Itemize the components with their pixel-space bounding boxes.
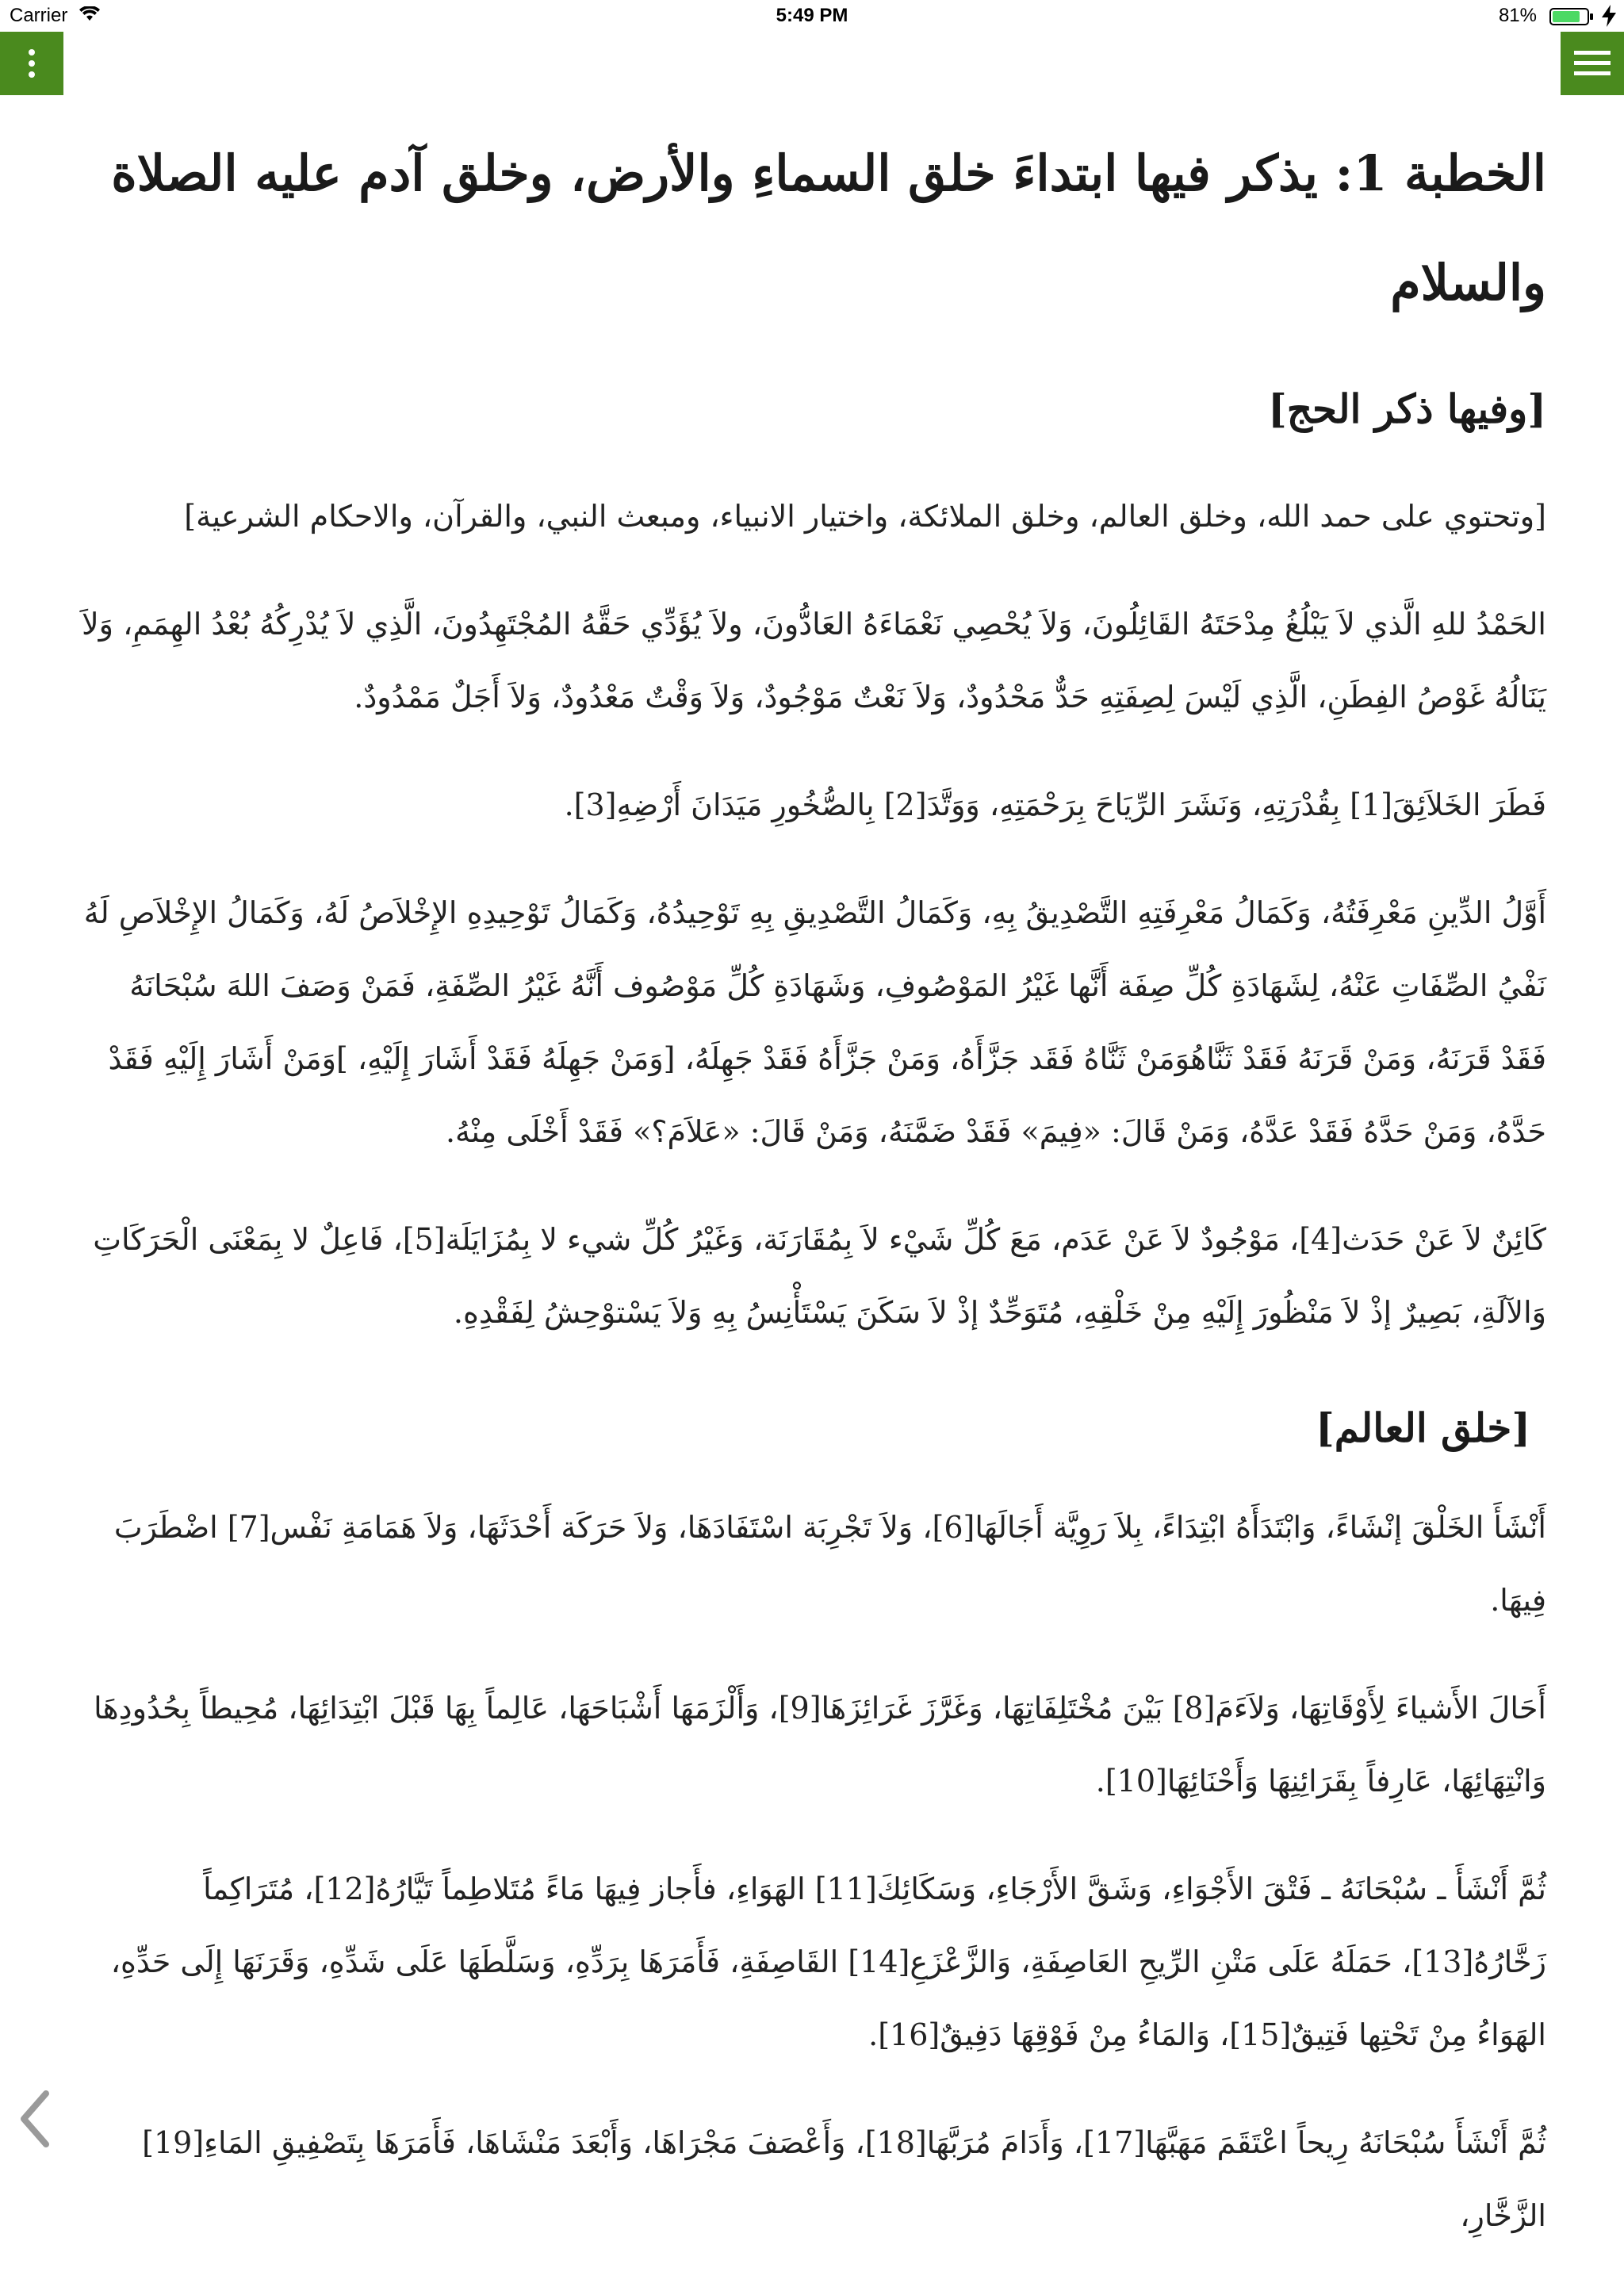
paragraph: أَنْشَأَ الخَلْقَ إنْشَاءً، وَابْتَدَأَهُ ابْتِدَاءً، بِلاَ رَوِيَّة أَجَالَهَا[6]، وَلاَ تَجْرِبَة اسْتَفَادَهَا، وَلاَ حَرَكَة أَحْدَثَهَا، وَلاَ هَمَامَةِ نَفْس[7] اضْطَرَبَ فِيهَا. bbox=[113, 1510, 1546, 1618]
status-bar bbox=[0, 0, 1624, 32]
paragraph: ثُمَّ أَنْشَأَ سُبْحَانَهُ رِيحاً اعْتَقَمَ مَهَبَّهَا[17]، وَأَدَامَ مُرَبَّهَا[18]، وَأَعْصَفَ مَجْرَاهَا، وَأَبْعَدَ مَنْشَاهَا، فَأَمَرَهَا بِتَصْفِيقِ المَاءِ[19] الزَّخَّارِ، bbox=[142, 2125, 1546, 2233]
paragraph: فَطَرَ الخَلاَئِقَ[1] بِقُدْرَتِهِ، وَنَشَرَ الرِّيَاحَ بِرَحْمَتِهِ، وَوَتَّدَ[2] بِالصُّخُورِ مَيَدَانَ أَرْضِهِ[3]. bbox=[564, 787, 1546, 822]
paragraph: ثُمَّ أَنْشَأَ ـ سُبْحَانَهُ ـ فَتْقَ الأَجْوَاءِ، وَشَقَّ الأَرْجَاءِ، وَسَكَائِكَ[11] الهَوَاءِ، فأَجاز فِيهَا مَاءً مُتَلاطِماً تَيَّارُهُ[12]، مُتَرَاكِماً زَخَّارُهُ[13]، حَمَلَهُ عَلَى مَتْنِ الرِّيحِ العَاصِفَةِ، وَالزَّعْزَعِ[14] القَاصِفَةِ، فَأَمَرَهَا بِرَدِّهِ، وَسَلَّطَهَا عَلَى شَدِّهِ، وَقَرَنَهَا إِلَى حَدِّهِ، الهَوَاءُ مِنْ تَحْتِها فَتِيقٌ[15]، وَالمَاءُ مِنْ فَوْقِهَا دَفِيقٌ[16]. bbox=[110, 1871, 1546, 2052]
hamburger-icon bbox=[1574, 49, 1611, 78]
battery-percentage: 81% bbox=[1498, 5, 1537, 26]
paragraph: الحَمْدُ للهِ الَّذي لاَ يَبْلُغُ مِدْحَتَهُ القَائِلُونَ، وَلاَ يُحْصِي نَعْمَاءَهُ العَادُّونَ، ولاَ يُؤَدِّي حَقَّهُ المُجْتَهِدُونَ، الَّذِي لاَ يُدْرِكُهُ بُعْدُ الهِمَمِ، وَلاَ يَنَالُهُ غَوْصُ الفِطَنِ، الَّذِي لَيْسَ لِصِفَتِهِ حَدٌّ مَحْدُودٌ، وَلاَ نَعْتٌ مَوْجُودٌ، وَلاَ وَقْتٌ مَعْدُودٌ، وَلاَ أَجَلٌ مَمْدُودٌ. bbox=[82, 607, 1546, 714]
paragraph: [وتحتوي على حمد الله، وخلق العالم، وخلق الملائكة، واختيار الانبياء، ومبعث النبي، والقرآن، والاحكام الشرعية] bbox=[184, 499, 1546, 534]
clock: 5:49 PM bbox=[776, 5, 848, 26]
section-heading: [خلق العالم] bbox=[1316, 1404, 1530, 1451]
battery-icon bbox=[1549, 8, 1594, 25]
paragraph: أَوَّلُ الدِّينِ مَعْرِفَتُهُ، وَكَمَالُ مَعْرِفَتِهِ التَّصْدِيقُ بِهِ، وَكَمَالُ التَّصْدِيقِ بِهِ تَوْحِيدُهُ، وَكَمَالُ تَوْحِيدِهِ الإِخْلاَصُ لَهُ، وَكَمَالُ الإِخْلاَصِ لَهُ نَفْيُ الصِّفَاتِ عَنْهُ، لِشَهَادَةِ كُلِّ صِفَة أَنَّها غَيْرُ المَوْصُوفِ، وَشَهَادَةِ كُلِّ مَوْصُوف أَنَّهُ غَيْرُ الصِّفَةِ، فَمَنْ وَصَفَ اللهَ سُبْحَانَهُ فَقَدْ قَرَنَهُ، وَمَنْ قَرَنَهُ فَقَدْ ثَنَّاهُوَمَنْ ثَنَّاهُ فَقَد جَزَّأَهُ، وَمَنْ جَزَّأَهُ فَقَدْ جَهِلَهُ، [وَمَنْ جَهِلَهُ فَقَدْ أَشَارَ إِلَيْهِ، ]وَمَنْ أَشَارَ إِلَيْهِ فَقَدْ حَدَّهُ، وَمَنْ حَدَّهُ فَقَدْ عَدَّهُ، وَمَنْ قَالَ: «فِيمَ» فَقَدْ ضَمَّنَهُ، وَمَنْ قَالَ: «عَلاَمَ؟» فَقَدْ أَخْلَى مِنْهُ. bbox=[83, 895, 1546, 1149]
options-menu-button[interactable] bbox=[0, 32, 63, 95]
navigation-menu-button[interactable] bbox=[1561, 32, 1624, 95]
sermon-title: الخطبة 1: يذكر فيها ابتداءَ خلق السماءِ والأرض، وخلق آدم عليه الصلاة والسلام bbox=[111, 144, 1546, 312]
sermon-content bbox=[79, 119, 1546, 2287]
bolt-icon bbox=[1600, 5, 1618, 27]
vertical-dots-icon bbox=[27, 48, 36, 79]
paragraph: أَحَالَ الأَشياءَ لِأَوْقَاتِهَا، وَلاَءَمَ[8] بَيْنَ مُخْتَلِفَاتِهَا، وَغَرَّزَ غَرَائِزَهَا[9]، وَأَلْزَمَهَا أَشْبَاحَهَا، عَالِماً بِهَا قَبْلَ ابْتِدَائِهَا، مُحِيطاً بِحُدُودِهَا وَانْتِهَائِهَا، عَارِفاً بِقَرَائِنِهَا وَأَحْنَائِهَا[10]. bbox=[94, 1691, 1546, 1799]
carrier-label: Carrier bbox=[10, 5, 68, 26]
paragraph: كَائِنٌ لاَ عَنْ حَدَث[4]، مَوْجُودٌ لاَ عَنْ عَدَم، مَعَ كُلِّ شَيْء لاَ بِمُقَارَنَة، وَغَيْرُ كُلِّ شيء لا بِمُزَايَلَة[5]، فَاعِلٌ لا بِمَعْنَى الْحَرَكَاتِ وَالآلَةِ، بَصِيرٌ إذْ لاَ مَنْظُورَ إِلَيْهِ مِنْ خَلْقِهِ، مُتَوَحِّدٌ إذْ لاَ سَكَنَ يَسْتَأْنِسُ بِهِ وَلاَ يَسْتوْحِشُ لِفَقْدِهِ. bbox=[93, 1222, 1546, 1330]
sermon-subtitle: [وفيها ذكر الحج] bbox=[1268, 385, 1546, 432]
chevron-left-icon[interactable] bbox=[14, 2087, 54, 2151]
